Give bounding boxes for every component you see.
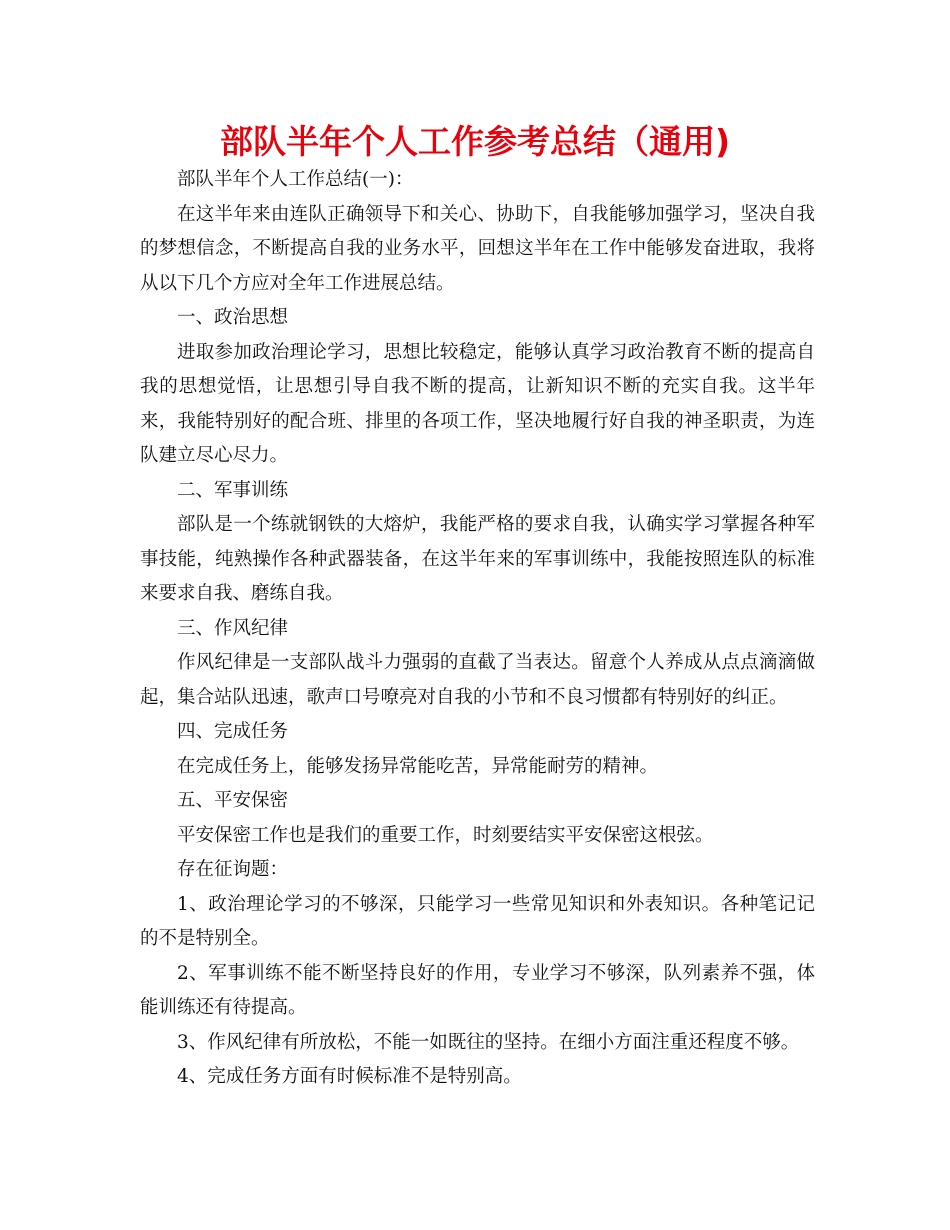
paragraph-intro: 在这半年来由连队正确领导下和关心、协助下，自我能够加强学习，坚决自我的梦想信念，不断提高自我的业务水平，回想这半年在工作中能够发奋进取，我将从以下几个方应对全年工作进展总结。: [140, 203, 815, 294]
section-heading-politics: 一、政治思想: [177, 307, 289, 328]
document-title: 部队半年个人工作参考总结（通用): [219, 122, 731, 161]
paragraph-discipline: 作风纪律是一支部队战斗力强弱的直截了当表达。留意个人养成从点点滴滴做起，集合站队迅速，歌声口号嘹亮对自我的小节和不良习惯都有特别好的纠正。: [140, 652, 815, 708]
section-heading-problems: 存在征询题：: [177, 859, 289, 880]
section-heading-military-training: 二、军事训练: [177, 479, 289, 501]
section-heading-security: 五、平安保密: [177, 790, 289, 811]
paragraph-politics: 进取参加政治理论学习，思想比较稳定，能够认真学习政治教育不断的提高自我的思想觉悟，让思想引导自我不断的提高，让新知识不断的充实自我。这半年来，我能特别好的配合班、排里的各项工作，坚决地履行好自我的神圣职责，为连队建立尽心尽力。: [140, 341, 815, 466]
paragraph-military-training: 部队是一个练就钢铁的大熔炉，我能严格的要求自我，认确实学习掌握各种军事技能，纯熟操作各种武器装备，在这半年来的军事训练中，我能按照连队的标准来要求自我、磨练自我。: [140, 514, 815, 604]
document-body: [140, 163, 815, 1095]
section-heading-tasks: 四、完成任务: [177, 721, 289, 742]
problem-item: 4、完成任务方面有时候标准不是特别高。: [177, 1066, 522, 1087]
paragraph-security: 平安保密工作也是我们的重要工作，时刻要结实平安保密这根弦。: [177, 824, 714, 846]
section-heading-discipline: 三、作风纪律: [177, 617, 289, 639]
problem-item: 3、作风纪律有所放松，不能一如既往的坚持。在细小方面注重还程度不够。: [177, 1031, 800, 1053]
problem-item: 2、军事训练不能不断坚持良好的作用，专业学习不够深，队列素养不强，体能训练还有待提高。: [140, 962, 815, 1018]
problem-item: 1、政治理论学习的不够深，只能学习一些常见知识和外表知识。各种笔记记的不是特别全。: [140, 893, 815, 949]
paragraph-tasks: 在完成任务上，能够发扬异常能吃苦，异常能耐劳的精神。: [177, 755, 659, 777]
paragraph-subtitle: 部队半年个人工作总结(一)：: [177, 169, 414, 190]
